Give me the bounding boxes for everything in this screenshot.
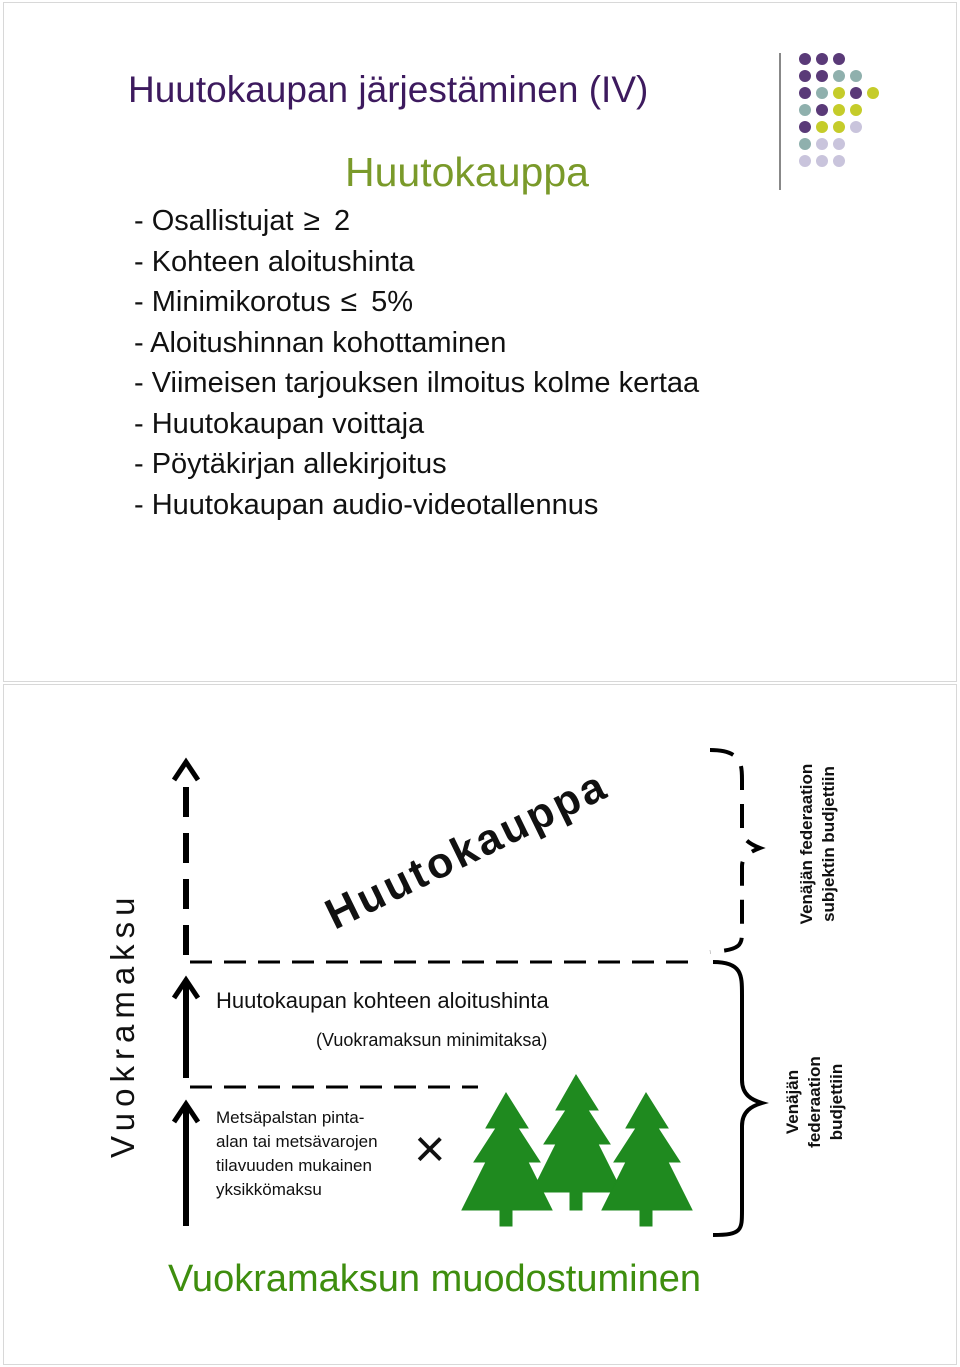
auction-diagonal-label: Huutokauppa bbox=[318, 761, 616, 940]
tree-icon bbox=[532, 1075, 622, 1210]
tree-icon bbox=[462, 1093, 552, 1226]
subject-budget-line: Venäjän federaation bbox=[797, 763, 816, 925]
diagram-footer-title: Vuokramaksun muodostuminen bbox=[168, 1258, 701, 1300]
subject-budget-brace bbox=[710, 750, 760, 952]
less-or-equal-symbol: ≤ bbox=[340, 285, 358, 318]
federal-budget-line: federaation bbox=[805, 1056, 824, 1148]
bullet-text: - Kohteen aloitushinta bbox=[134, 245, 415, 278]
bullet-value: 2 bbox=[334, 205, 351, 237]
slide-subtitle: Huutokauppa bbox=[345, 149, 589, 195]
rent-axis-label: Vuokramaksu bbox=[104, 891, 141, 1158]
greater-or-equal-symbol: ≥ bbox=[303, 204, 321, 237]
federal-budget-label bbox=[782, 1050, 848, 1154]
bullet-text: - Viimeisen tarjouksen ilmoitus kolme kertaa bbox=[134, 367, 700, 399]
federal-budget-brace bbox=[713, 962, 762, 1235]
bullet-text: - Pöytäkirjan allekirjoitus bbox=[134, 448, 447, 480]
bullet-text: - Huutokaupan audio-videotallennus bbox=[134, 488, 599, 521]
slide-title: Huutokaupan järjestäminen (IV) bbox=[128, 69, 649, 110]
bullet-text: - Aloitushinnan kohottaminen bbox=[134, 326, 507, 359]
unit-fee-line: yksikkömaksu bbox=[216, 1180, 322, 1199]
unit-fee-line: Metsäpalstan pinta- bbox=[216, 1108, 365, 1127]
subject-budget-label bbox=[796, 744, 840, 944]
multiply-icon: × bbox=[414, 1119, 446, 1179]
bullet-text: - Minimikorotus bbox=[134, 286, 331, 318]
min-rate-label: (Vuokramaksun minimitaksa) bbox=[316, 1030, 548, 1050]
start-price-label: Huutokaupan kohteen aloitushinta bbox=[216, 988, 549, 1013]
bullet-text: - Osallistujat bbox=[134, 205, 294, 237]
unit-fee-line: alan tai metsävarojen bbox=[216, 1132, 378, 1151]
federal-budget-line: budjettiin bbox=[827, 1063, 846, 1141]
unit-fee-line: tilavuuden mukainen bbox=[216, 1156, 372, 1175]
federal-budget-line: Venäjän bbox=[783, 1069, 802, 1135]
tree-icon bbox=[602, 1093, 692, 1226]
arrow-head bbox=[174, 762, 198, 780]
unit-fee-label bbox=[216, 1106, 378, 1202]
subject-budget-line: subjektin budjettiin bbox=[819, 766, 838, 922]
bullet-value: 5% bbox=[371, 286, 413, 318]
bullet-text: - Huutokaupan voittaja bbox=[134, 407, 425, 440]
